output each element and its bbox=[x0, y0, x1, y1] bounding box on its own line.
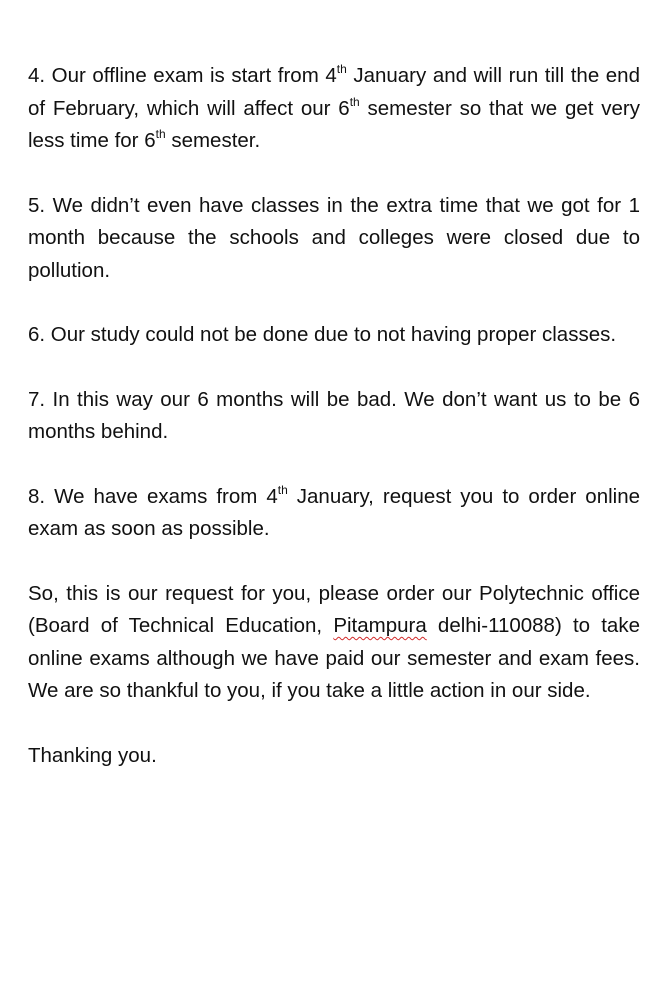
point-8-text-a: 8. We have exams from 4 bbox=[28, 484, 278, 508]
spellcheck-flagged-word: Pitampura bbox=[333, 614, 427, 637]
paragraph-point-6: 6. Our study could not be done due to not having proper classes. bbox=[28, 323, 617, 346]
closing-line: Thanking you. bbox=[28, 743, 157, 767]
point-4-text-c: semester so that we get very less time for 6 bbox=[28, 96, 640, 152]
superscript-th: th bbox=[336, 62, 347, 77]
point-4-text-a: 4. Our offline exam is start from 4 bbox=[28, 64, 337, 87]
paragraph-point-5: 5. We didn’t even have classes in the extra time that we got for 1 month because the schools and colleges were closed due to pollution. bbox=[28, 193, 640, 282]
paragraph-point-8 bbox=[28, 481, 640, 546]
superscript-th: th bbox=[277, 482, 288, 497]
paragraph-point-4 bbox=[28, 60, 640, 158]
document-page bbox=[28, 60, 640, 772]
point-4-text-b: January and will run till the end of February, which will affect our 6 bbox=[28, 64, 640, 120]
paragraph-point-7: 7. In this way our 6 months will be bad. We don’t want us to be 6 months behind. bbox=[28, 387, 640, 443]
request-text-a: So, this is our request for you, please order our Polytechnic office (Board of Technical Education, bbox=[28, 581, 640, 637]
request-text-b: delhi-110088) to take online exams although we have paid our semester and exam fees. We are so thankful to you, if you take a little action in our side. bbox=[28, 614, 640, 702]
superscript-th: th bbox=[349, 94, 360, 109]
superscript-th: th bbox=[155, 127, 166, 142]
point-8-text-b: January, request you to order online exam as soon as possible. bbox=[28, 484, 641, 540]
point-4-text-d: semester. bbox=[165, 129, 261, 152]
paragraph-request bbox=[28, 578, 640, 708]
